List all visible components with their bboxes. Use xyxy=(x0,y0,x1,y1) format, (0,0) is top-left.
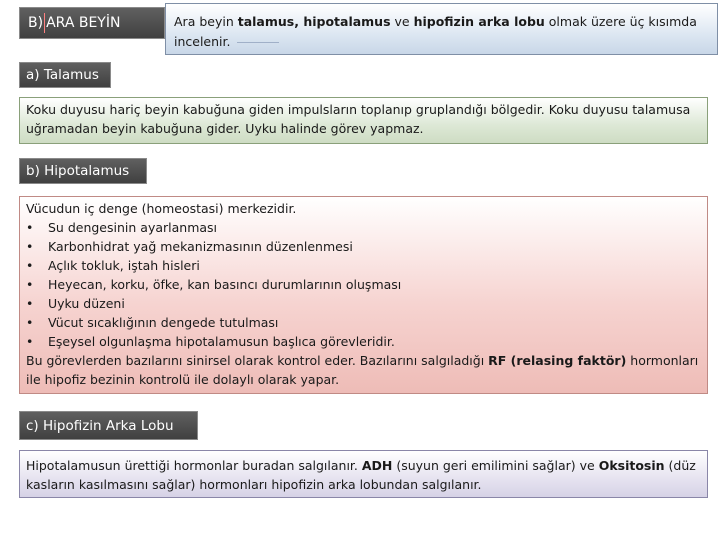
section-text: (suyun geri emilimini sağlar) ve xyxy=(392,458,599,473)
section-text: Hipotalamusun ürettiği hormonlar buradan salgılanır. xyxy=(26,458,362,473)
intro-text: olmak üzere üç kısımda incelenir. xyxy=(174,14,697,49)
section-body-talamus xyxy=(19,97,708,144)
intro-text: Ara beyin xyxy=(174,14,238,29)
section-tail: Bu görevlerden bazılarını sinirsel olarak kontrol eder. Bazılarını salgıladığı RF (relasing faktör) hormonları ile hipofiz bezinin kontrolü ile dolaylı olarak yapar. xyxy=(26,353,699,387)
function-list xyxy=(26,218,701,351)
section-header-hipofiz xyxy=(19,411,198,440)
section-text: (düz kasların kasılmasını sağlar) hormonları hipofizin arka lobundan salgılanır. xyxy=(26,458,696,492)
list-item: • Vücut sıcaklığının dengede tutulması xyxy=(26,313,701,332)
page-title xyxy=(19,7,165,39)
bold-term: ADH xyxy=(361,458,393,473)
bold-term: RF (relasing faktör) xyxy=(488,353,627,368)
section-header-hipotalamus xyxy=(19,158,147,184)
intro-box xyxy=(165,3,718,55)
bold-term: Oksitosin xyxy=(598,458,665,473)
divider xyxy=(237,42,279,43)
section-header-label: c) Hipofizin Arka Lobu xyxy=(26,417,174,434)
text-cursor-mark xyxy=(44,13,45,33)
title-prefix: B) xyxy=(28,15,44,31)
list-item: • Heyecan, korku, öfke, kan basıncı durumlarının oluşması xyxy=(26,275,701,294)
list-item: • Eşeysel olgunlaşma hipotalamusun başlıca görevleridir. xyxy=(26,332,701,351)
section-header-label: b) Hipotalamus xyxy=(26,163,130,179)
intro-text: ve xyxy=(390,14,414,29)
section-body-hipotalamus xyxy=(19,196,708,394)
section-lead: Vücudun iç denge (homeostasi) merkezidir. xyxy=(26,201,297,216)
section-body-hipofiz xyxy=(19,450,708,498)
section-header-talamus xyxy=(19,62,111,88)
list-item: • Uyku düzeni xyxy=(26,294,701,313)
intro-bold-terms: hipofizin arka lobu xyxy=(413,14,545,29)
title-text: ARA BEYİN xyxy=(46,15,121,31)
list-item: • Karbonhidrat yağ mekanizmasının düzenlenmesi xyxy=(26,237,701,256)
section-text: Koku duyusu hariç beyin kabuğuna giden impulsların toplanıp gruplandığı bölgedir. Koku duyusu talamusa uğramadan beyin kabuğuna gider. Uyku halinde görev yapmaz. xyxy=(26,102,691,136)
intro-bold-terms: talamus, hipotalamus xyxy=(237,14,391,29)
list-item: • Açlık tokluk, iştah hisleri xyxy=(26,256,701,275)
list-item: • Su dengesinin ayarlanması xyxy=(26,218,701,237)
section-header-label: a) Talamus xyxy=(26,67,99,83)
